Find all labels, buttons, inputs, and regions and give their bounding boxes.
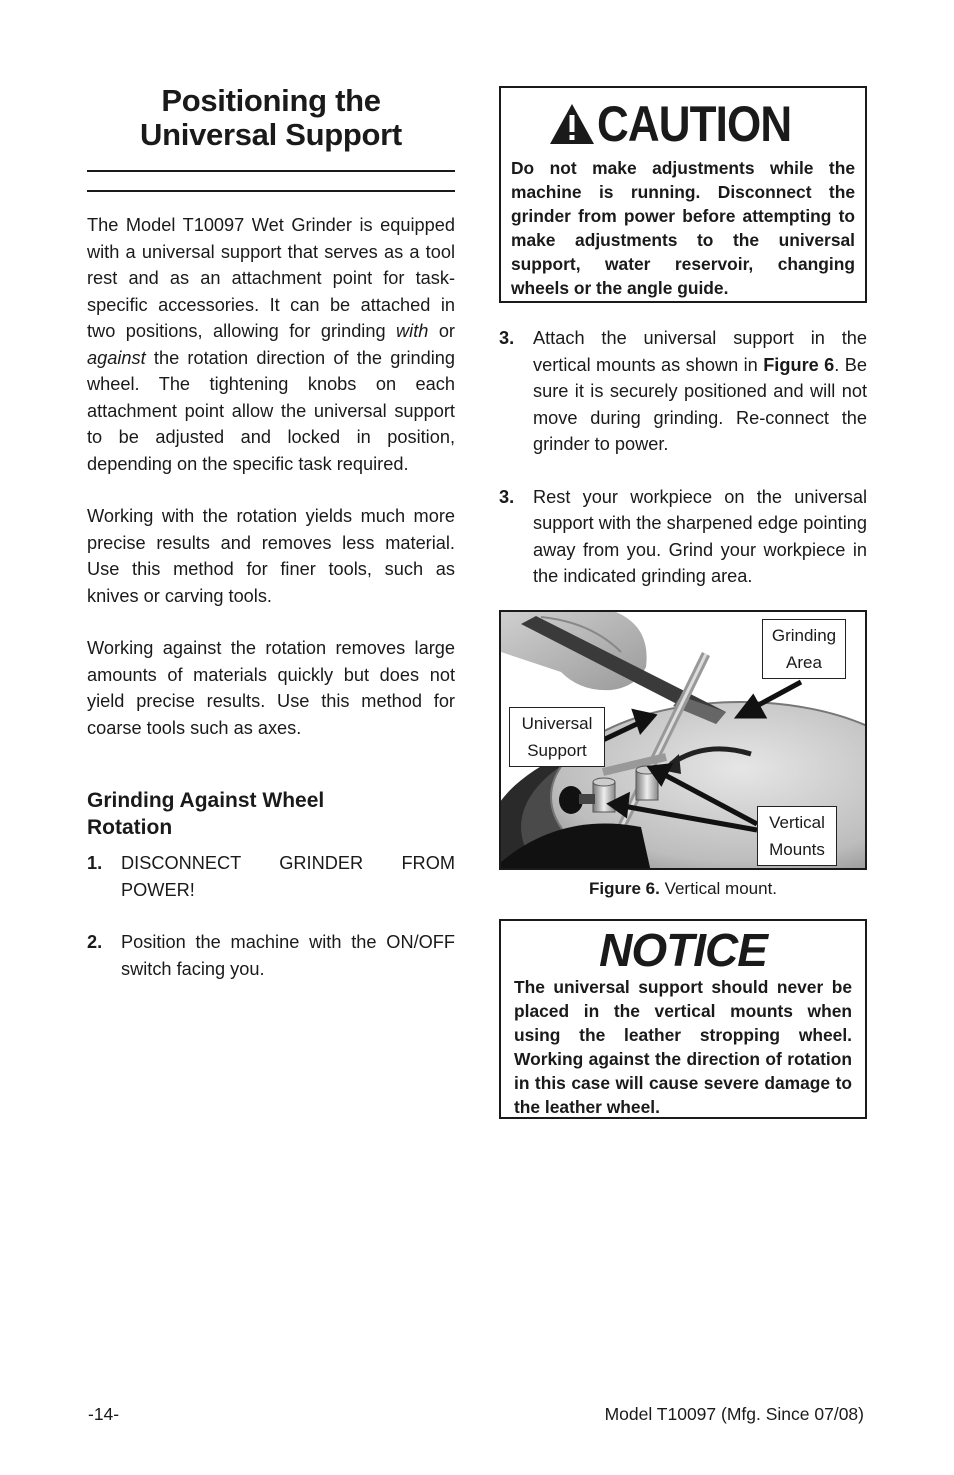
emphasis-with: with: [396, 321, 429, 341]
callout-grinding-area: Grinding Area: [762, 619, 846, 679]
step-number: 3.: [499, 486, 515, 507]
footer-model: Model T10097 (Mfg. Since 07/08): [604, 1404, 864, 1424]
caution-header: [511, 92, 855, 156]
figure-6-image: [499, 610, 867, 870]
notice-box: [499, 919, 867, 1119]
notice-text: The universal support should never be placed in the vertical mounts when using the leather stropping wheel. Working against the direction of rotation in this case will cause severe damage to the leather wheel.: [514, 976, 852, 1117]
section-title-line1: Positioning the: [161, 83, 381, 118]
step-2: [87, 929, 455, 982]
figure-reference: Figure 6: [763, 354, 835, 375]
against-rotation-paragraph: Working against the rotation removes large amounts of materials quickly but does not yield precise results. Use this method for coarse tools such as axes.: [87, 638, 455, 738]
notice-title: NOTICE: [599, 923, 767, 976]
caution-text: Do not make adjustments while the machine is running. Disconnect the grinder from power before attempting to make adjustments to the universal support, water reservoir, changing wheels or the angle guide.: [511, 158, 855, 298]
with-rotation-paragraph: Working with the rotation yields much more precise results and removes less material. Use this method for finer tools, such as knives or carving tools.: [87, 506, 455, 606]
caution-title: CAUTION: [596, 96, 791, 152]
step-text: Position the machine with the ON/OFF switch facing you.: [121, 932, 455, 979]
title-rule-bottom: [87, 190, 455, 192]
section-title-line2: Universal Support: [140, 117, 402, 152]
figure-caption: Figure 6. Vertical mount.: [588, 878, 778, 898]
step-3-attach: [499, 325, 867, 458]
step-number: 3.: [499, 328, 515, 348]
step-3-rest: [499, 484, 867, 590]
callout-vertical-mounts: Vertical Mounts: [757, 806, 837, 866]
right-column: [499, 86, 867, 1119]
left-column: [87, 84, 455, 982]
subsection-title: Grinding Against Wheel Rotation: [87, 789, 325, 839]
step-number: 2.: [87, 932, 103, 952]
section-title: [87, 84, 455, 152]
callout-universal-support: Universal Support: [509, 707, 605, 767]
emphasis-against: against: [87, 347, 146, 368]
caution-box: [499, 86, 867, 303]
step-text: DISCONNECT GRINDER FROM POWER!: [121, 853, 455, 900]
page-number: -14-: [88, 1404, 120, 1424]
intro-paragraph: The Model T10097 Wet Grinder is equipped with a universal support that serves as a tool rest and as an attachment point for task-specific accessories. It can be attached in two positions, allowing for grinding with or against the rotation direction of the grinding wheel. The tightening knobs on each attachment point allow the universal support to be adjusted and locked in position, depending on the specific task required.: [87, 215, 455, 474]
warning-triangle-icon: [549, 103, 595, 145]
step-text: Rest your workpiece on the universal support with the sharpened edge pointing away from you. Grind your workpiece in the indicated grinding area.: [533, 486, 867, 586]
step-1: [87, 850, 455, 903]
step-number: 1.: [87, 853, 103, 873]
step-text: Attach the universal support in the vertical mounts as shown in Figure 6. Be sure it is securely positioned and will not move during grinding. Re-connect the grinder to power.: [533, 328, 867, 454]
title-rule-top: [87, 170, 455, 172]
figure-label: Figure 6.: [588, 878, 660, 898]
